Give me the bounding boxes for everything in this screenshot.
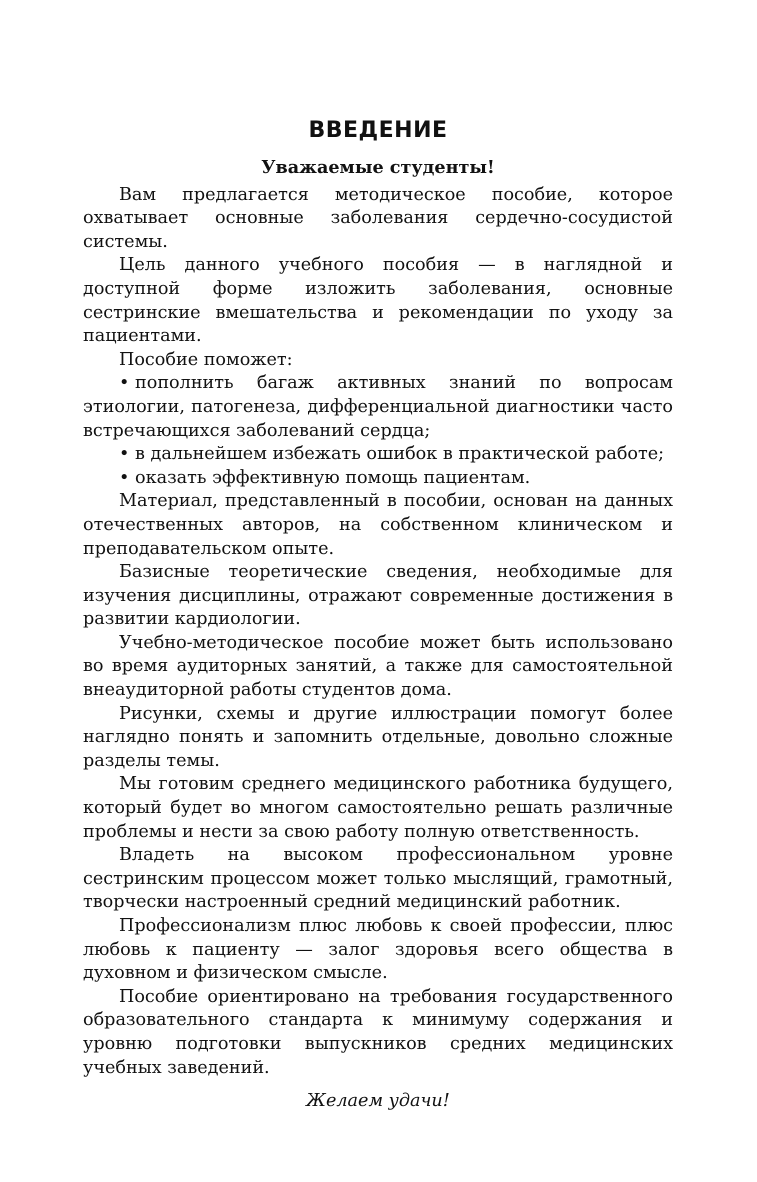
paragraph: Владеть на высоком профессиональном уровне сестринским процессом может только мыслящий, грамотный, творчески настроенный средний медицинский работник. bbox=[83, 845, 673, 913]
bullet-text: оказать эффективную помощь пациентам. bbox=[135, 467, 531, 488]
paragraph: Базисные теоретические сведения, необходимые для изучения дисциплины, отражают современные достижения в развитии кардиологии. bbox=[83, 562, 673, 630]
bullet-icon: • bbox=[119, 444, 130, 465]
bullet-item bbox=[83, 443, 673, 467]
page-title: ВВЕДЕНИЕ bbox=[308, 118, 448, 143]
paragraph: Пособие ориентировано на требования государственного образовательного стандарта к минимуму содержания и уровню подготовки выпускников средних медицинских учебных заведений. bbox=[83, 986, 673, 1078]
closing-line: Желаем удачи! bbox=[306, 1091, 450, 1112]
bullet-item bbox=[83, 372, 673, 443]
bullet-icon: • bbox=[119, 467, 130, 488]
greeting: Уважаемые студенты! bbox=[261, 157, 495, 178]
paragraph: Рисунки, схемы и другие иллюстрации помогут более наглядно понять и запомнить отдельные, довольно сложные разделы темы. bbox=[83, 703, 673, 771]
document-page bbox=[83, 116, 673, 1114]
paragraph: Материал, представленный в пособии, основан на данных отечественных авторов, на собственном клиническом и преподавательском опыте. bbox=[83, 491, 673, 559]
bullet-text: пополнить багаж активных знаний по вопросам этиологии, патогенеза, дифференциальной диагностики часто встречающихся заболеваний сердца; bbox=[83, 373, 673, 441]
paragraph: Мы готовим среднего медицинского работника будущего, который будет во многом самостоятельно решать различные проблемы и нести за свою работу полную ответственность. bbox=[83, 774, 673, 842]
paragraph: Пособие поможет: bbox=[119, 349, 293, 370]
paragraph: Профессионализм плюс любовь к своей профессии, плюс любовь к пациенту — залог здоровья всего общества в духовном и физическом смысле. bbox=[83, 916, 673, 984]
bullet-text: в дальнейшем избежать ошибок в практической работе; bbox=[135, 444, 665, 465]
bullet-icon: • bbox=[119, 373, 130, 394]
paragraph: Учебно-методическое пособие может быть использовано во время аудиторных занятий, а также для самостоятельной внеаудиторной работы студентов дома. bbox=[83, 632, 673, 701]
paragraph: Вам предлагается методическое пособие, которое охватывает основные заболевания сердечно-сосудистой системы. bbox=[83, 184, 673, 252]
paragraph: Цель данного учебного пособия — в наглядной и доступной форме изложить заболевания, основные сестринские вмешательства и рекомендации по уходу за пациентами. bbox=[83, 255, 673, 347]
bullet-item bbox=[83, 467, 673, 491]
